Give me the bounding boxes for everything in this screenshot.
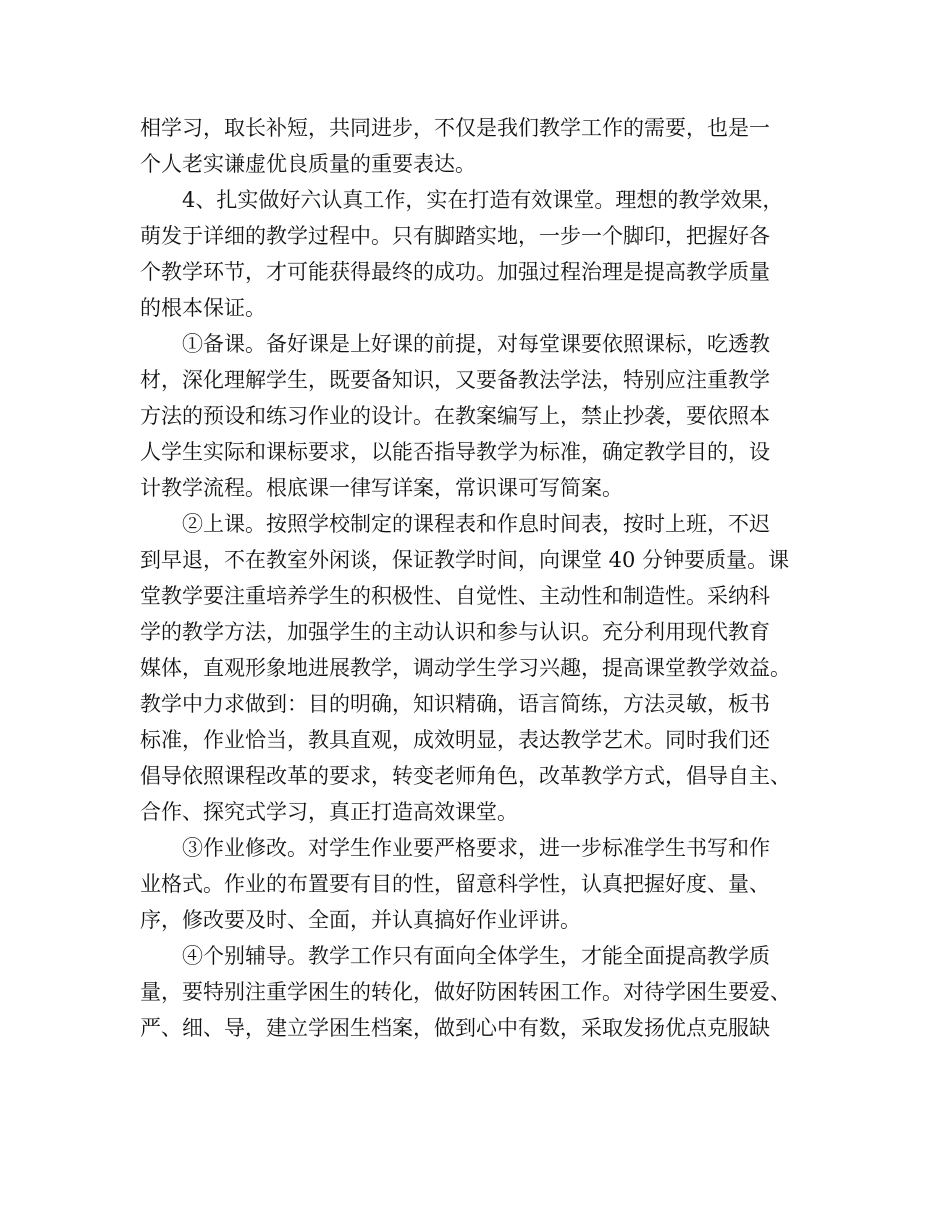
text-line: 倡导依照课程改革的要求，转变老师角色，改革教学方式，倡导自主、 bbox=[140, 764, 791, 788]
text-line: 业格式。作业的布置要有目的性，留意科学性，认真把握好度、量、 bbox=[140, 872, 770, 896]
text-line: 人学生实际和课标要求，以能否指导教学为标准，确定教学目的，设 bbox=[140, 440, 770, 464]
paragraph-lesson-prep bbox=[140, 326, 830, 506]
paragraph-homework bbox=[140, 830, 830, 938]
text-line: 量，要特别注重学困生的转化，做好防困转困工作。对待学困生要爱、 bbox=[140, 980, 791, 1004]
text-line: 媒体，直观形象地进展教学，调动学生学习兴趣，提高课堂教学效益。 bbox=[140, 656, 791, 680]
text-line: 相学习，取长补短，共同进步，不仅是我们教学工作的需要，也是一 bbox=[140, 116, 770, 140]
text-line: 个教学环节，才可能获得最终的成功。加强过程治理是提高教学质量 bbox=[140, 260, 770, 284]
text-line: ①备课。备好课是上好课的前提，对每堂课要依照课标，吃透教 bbox=[182, 332, 770, 356]
text-line: 学的教学方法，加强学生的主动认识和参与认识。充分利用现代教育 bbox=[140, 620, 770, 644]
text-line: 教学中力求做到：目的明确，知识精确，语言简练，方法灵敏，板书 bbox=[140, 692, 770, 716]
text-line: ③作业修改。对学生作业要严格要求，进一步标准学生书写和作 bbox=[182, 836, 770, 860]
paragraph-tutoring bbox=[140, 938, 830, 1046]
text-line: 标准，作业恰当，教具直观，成效明显，表达教学艺术。同时我们还 bbox=[140, 728, 770, 752]
paragraph-continuation bbox=[140, 110, 830, 182]
text-line: 方法的预设和练习作业的设计。在教案编写上，禁止抄袭，要依照本 bbox=[140, 404, 770, 428]
text-line: 个人老实谦虚优良质量的重要表达。 bbox=[140, 152, 476, 176]
text-line: 严、细、导，建立学困生档案，做到心中有数，采取发扬优点克服缺 bbox=[140, 1016, 770, 1040]
text-line: 萌发于详细的教学过程中。只有脚踏实地，一步一个脚印，把握好各 bbox=[140, 224, 770, 248]
paragraph-teaching bbox=[140, 506, 830, 830]
text-line: 材，深化理解学生，既要备知识，又要备教法学法，特别应注重教学 bbox=[140, 368, 770, 392]
text-line: 计教学流程。根底课一律写详案，常识课可写简案。 bbox=[140, 476, 623, 500]
text-line: 4、扎实做好六认真工作，实在打造有效课堂。理想的教学效果， bbox=[182, 188, 784, 212]
text-line: 序，修改要及时、全面，并认真搞好作业评讲。 bbox=[140, 908, 581, 932]
document-page bbox=[140, 110, 830, 1046]
text-line: 合作、探究式学习，真正打造高效课堂。 bbox=[140, 800, 518, 824]
text-line: ④个别辅导。教学工作只有面向全体学生，才能全面提高教学质 bbox=[182, 944, 770, 968]
text-line: ②上课。按照学校制定的课程表和作息时间表，按时上班，不迟 bbox=[182, 512, 770, 536]
text-line: 到早退，不在教室外闲谈，保证教学时间，向课堂 40 分钟要质量。课 bbox=[140, 548, 790, 572]
paragraph-item-4 bbox=[140, 182, 830, 326]
text-line: 堂教学要注重培养学生的积极性、自觉性、主动性和制造性。采纳科 bbox=[140, 584, 770, 608]
text-line: 的根本保证。 bbox=[140, 296, 266, 320]
